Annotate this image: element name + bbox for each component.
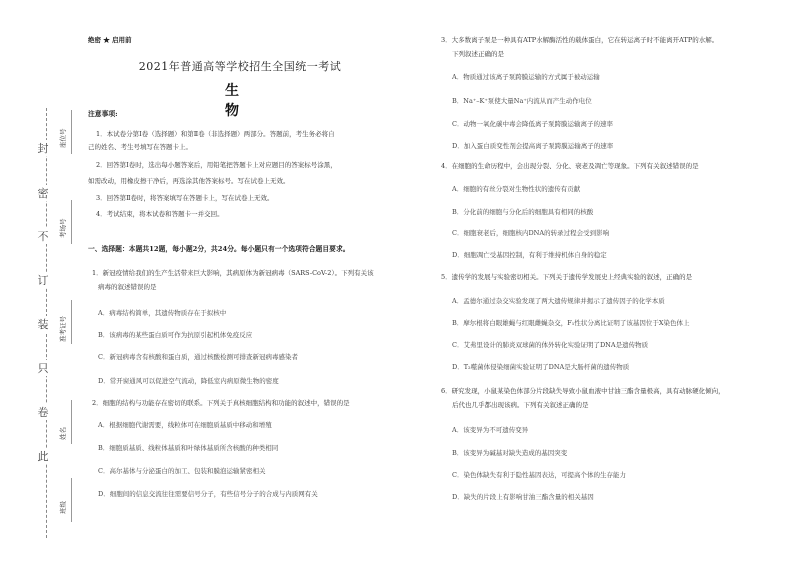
question-6-stem-cont: 后代也几乎都出现该病。下列有关叙述正确的是: [452, 401, 589, 409]
question-2-option-a: A．根据细胞代谢需要，线粒体可在细胞质基质中移动和增殖: [98, 421, 272, 429]
question-6-option-b: B．该变异为碱基对缺失造成的基因突变: [452, 449, 568, 457]
question-4-option-a: A．细胞的有丝分裂对生物性状的遗传有贡献: [452, 185, 581, 193]
question-3-option-a: A．物质通过该离子泵跨膜运输的方式属于被动运输: [452, 73, 600, 81]
notice-heading: 注意事项:: [88, 110, 118, 118]
question-2-option-c: C．高尔基体与分泌蛋白的加工、包装和膜泡运输紧密相关: [98, 467, 266, 475]
field-line: [71, 300, 72, 344]
field-line: [71, 200, 72, 244]
seal-char: 密: [37, 187, 49, 200]
seal-char: 装: [37, 318, 49, 331]
seal-char: 卷: [37, 406, 49, 419]
question-3-stem-cont: 下列叙述正确的是: [452, 50, 504, 58]
question-6-option-c: C．染色体缺失有利于隐性基因表达，可提高个体的生存能力: [452, 471, 626, 479]
seal-char: 订: [37, 274, 49, 287]
field-name: 姓名: [59, 427, 67, 440]
question-5-option-c: C．艾弗里设计的肺炎双球菌的体外转化实验证明了DNA是遗传物质: [452, 341, 649, 349]
question-1-stem: 1．新冠疫情给我们的生产生活带来巨大影响，其病原体为新冠病毒（SARS-CoV-2）。下列有关该: [92, 269, 374, 277]
question-3-option-b: B．Na⁺–K⁺泵使大量Na⁺内流从而产生动作电位: [452, 97, 592, 105]
seal-char: 封: [37, 142, 49, 155]
question-2-stem: 2．细胞的结构与功能存在密切的联系。下列关于真核细胞结构和功能的叙述中，错误的是: [92, 399, 350, 407]
notice-line: 如需改动，用橡皮擦干净后，再选涂其他答案标号。写在试卷上无效。: [88, 177, 290, 185]
question-5-option-a: A．孟德尔通过杂交实验发现了两大遗传规律并揭示了遗传因子的化学本质: [452, 297, 665, 305]
question-4-stem: 4．在细胞的生命历程中，会出现分裂、分化、衰老及凋亡等现象。下列有关叙述错误的是: [441, 162, 699, 170]
question-5-option-d: D．T₂噬菌体侵染细菌实验证明了DNA是大肠杆菌的遗传物质: [452, 363, 630, 371]
question-3-option-d: D．加入蛋白质变性剂会提高离子泵跨膜运输离子的速率: [452, 142, 614, 150]
binding-margin: [0, 0, 82, 562]
question-4-option-b: B．分化前的细胞与分化后的细胞具有相同的核酸: [452, 208, 594, 216]
section-heading: 一、选择题：本题共12题，每小题2分，共24分。每小题只有一个选项符合题目要求。: [88, 245, 350, 253]
notice-line: 3．回答第Ⅱ卷时，将答案填写在答题卡上，写在试卷上无效。: [96, 194, 274, 202]
question-1-option-b: B．该病毒的某些蛋白质可作为抗原引起机体免疫反应: [98, 331, 253, 339]
subject-title: 生 物: [225, 83, 255, 119]
field-exam-room: 考场号: [59, 218, 67, 238]
question-1-stem-cont: 病毒的叙述错误的是: [98, 283, 157, 291]
field-seat-number: 座位号: [59, 128, 67, 148]
question-1-option-c: C．新冠病毒含有核酸和蛋白质，通过核酸检测可排查新冠病毒感染者: [98, 353, 298, 361]
notice-line: 1．本试卷分第Ⅰ卷（选择题）和第Ⅱ卷（非选择题）两部分。答题前，考生务必将自: [96, 130, 335, 138]
field-class: 班级: [59, 501, 67, 514]
question-3-stem: 3．大多数离子泵是一种具有ATP水解酶活性的载体蛋白，它在转运离子时不能离开ATP的水解。: [441, 36, 719, 44]
field-line: [71, 478, 72, 522]
field-admission-number: 准考证号: [59, 316, 67, 342]
exam-title: 2021年普通高等学校招生全国统一考试: [138, 60, 342, 73]
question-1-option-d: D．常开窗通风可以促进空气流动，降低室内病原微生物的密度: [98, 377, 279, 385]
notice-line: 4．考试结束，将本试卷和答题卡一并交回。: [96, 210, 224, 218]
question-2-option-b: B．细胞质基质、线粒体基质和叶绿体基质所含核酸的种类相同: [98, 444, 279, 452]
field-line: [71, 110, 72, 154]
question-1-option-a: A．病毒结构简单，其遗传物质存在于拟核中: [98, 309, 227, 317]
notice-line: 2．回答第Ⅰ卷时，选出每小题答案后，用铅笔把答题卡上对应题目的答案标号涂黑，: [96, 161, 337, 169]
question-4-option-d: D．细胞凋亡受基因控制，有利于维持机体自身的稳定: [452, 251, 607, 259]
question-3-option-c: C．动物一氧化碳中毒会降低离子泵跨膜运输离子的速率: [452, 120, 613, 128]
question-6-stem: 6．研究发现，小鼠某染色体部分片段缺失导致小鼠血液中甘油三酯含量极高，具有动脉硬化倾向，: [441, 387, 725, 395]
question-6-option-d: D．缺失的片段上有影响甘油三酯含量的相关基因: [452, 493, 594, 501]
question-4-option-c: C．细胞衰老后，细胞核内DNA的转录过程会受到影响: [452, 229, 610, 237]
seal-char: 此: [37, 450, 49, 463]
question-5-stem: 5．遗传学的发展与实验密切相关。下列关于遗传学发展史上经典实验的叙述，正确的是: [441, 273, 693, 281]
notice-line: 己的姓名、考生号填写在答题卡上。: [88, 143, 192, 151]
seal-char: 不: [37, 230, 49, 243]
secret-mark: 绝密 ★ 启用前: [88, 36, 132, 44]
seal-char: 只: [37, 362, 49, 375]
question-6-option-a: A．该变异为不可遗传变异: [452, 426, 529, 434]
field-line: [71, 400, 72, 444]
question-5-option-b: B．摩尔根将白眼雄蝇与红眼雌蝇杂交，F₁性状分离比证明了该基因位于X染色体上: [452, 319, 690, 327]
question-2-option-d: D．细胞间的信息交流往往需要信号分子，有些信号分子的合成与内质网有关: [98, 490, 318, 498]
